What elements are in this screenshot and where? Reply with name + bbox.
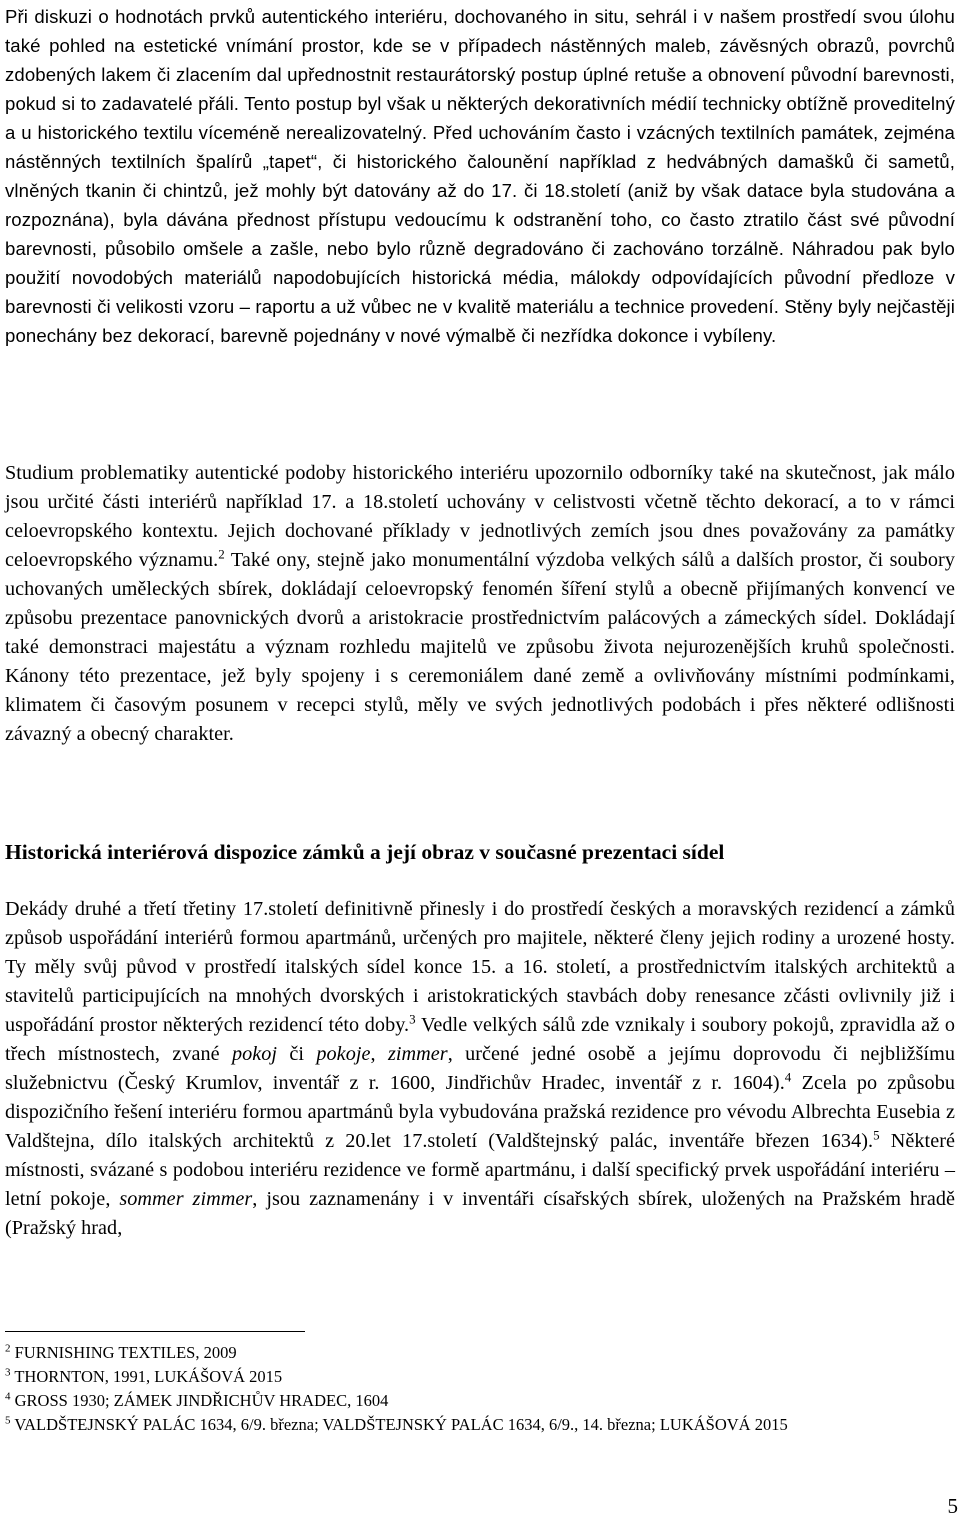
italic-term: pokoje xyxy=(316,1043,371,1065)
paragraph-text: , určené jedné osobě a jejímu doprovodu či nejbližšímu služebnictvu (Český Krumlov, inventář z r. 1600, Jindřichův Hradec, inventář z r. 1604). xyxy=(5,1043,955,1094)
footnote-ref-5[interactable]: 5 xyxy=(873,1127,880,1143)
footnote-separator xyxy=(5,1331,305,1332)
footnote-text: GROSS 1930; ZÁMEK JINDŘICHŮV HRADEC, 1604 xyxy=(10,1391,389,1410)
footnote-text: VALDŠTEJNSKÝ PALÁC 1634, 6/9. března; VALDŠTEJNSKÝ PALÁC 1634, 6/9., 14. března; LUKÁŠOVÁ 2015 xyxy=(10,1415,788,1434)
paragraph-text: Studium problematiky autentické podoby historického interiéru upozornilo odborníky také na skutečnost, jak málo jsou určité části interiérů například 17. a 18.století uchovány v celistvosti včetně těchto dekorací, a to v rámci celoevropského kontextu. Jejich dochované příklady v jednotlivých zemích jsou dnes považovány za památky celoevropského významu. xyxy=(5,462,955,571)
italic-term: pokoj xyxy=(231,1043,278,1065)
footnote-number: 3 xyxy=(5,1366,11,1379)
footnote-number: 4 xyxy=(5,1390,11,1403)
footnote-4 xyxy=(5,1389,955,1413)
footnote-text: FURNISHING TEXTILES, 2009 xyxy=(10,1343,237,1362)
footnote-ref-3[interactable]: 3 xyxy=(409,1011,416,1027)
paragraph-text: Zcela po způsobu dispozičního řešení interiéru formou apartmánů byla vybudována pražská rezidence pro vévodu Albrechta Eusebia z Valdštejna, dílo italských architektů z 20.let 17.století (Valdštejnský palác, inventáře březen 1634). xyxy=(5,1072,955,1152)
footnote-2 xyxy=(5,1341,955,1365)
paragraph-text: , xyxy=(370,1043,388,1065)
page-number: 5 xyxy=(947,1494,958,1518)
paragraph-apartment-layout xyxy=(5,895,955,1243)
paragraph-authentic-interior-study xyxy=(5,459,955,749)
footnote-text: THORNTON, 1991, LUKÁŠOVÁ 2015 xyxy=(10,1367,283,1386)
paragraph-text: Některé místnosti, svázané s podobou interiéru rezidence ve formě apartmánu, i další specifický prvek uspořádání interiéru – letní pokoje, xyxy=(5,1130,955,1210)
paragraph-text: či xyxy=(277,1043,317,1065)
italic-term: sommer zimmer xyxy=(119,1188,253,1210)
paragraph-text: , jsou zaznamenány i v inventáři císařských sbírek, uložených na Pražském hradě (Pražský hrad, xyxy=(5,1188,956,1239)
footnote-number: 5 xyxy=(5,1414,11,1427)
section-heading: Historická interiérová dispozice zámků a její obraz v současné prezentaci sídel xyxy=(5,840,725,864)
footnote-ref-2[interactable]: 2 xyxy=(218,546,225,562)
footnotes xyxy=(5,1341,955,1437)
italic-term: zimmer xyxy=(387,1043,448,1065)
paragraph-text: Vedle velkých sálů zde vznikaly i soubory pokojů, zpravidla až o třech místnostech, zvané xyxy=(5,1014,955,1065)
footnote-5 xyxy=(5,1413,955,1437)
footnote-number: 2 xyxy=(5,1342,11,1355)
paragraph-text: Také ony, stejně jako monumentální výzdoba velkých sálů a dalších prostor, či soubory uchovaných uměleckých sbírek, dokládají celoevropský fenomén šíření stylů a obecně přijímaných konvencí ve způsobu prezentace panovnických dvorů a aristokracie prostřednictvím palácových a zámeckých sídel. Dokládají také demonstraci majestátu a význam rozhledu majitelů ve způsobu života nejurozenějších kruhů společnosti. Kánony této prezentace, jež byly spojeny i s ceremoniálem dané země a ovlivňovány místními podmínkami, klimatem či časovým posunem v recepci stylů, měly ve svých jednotlivých podobách i přes některé odlišnosti závazný a obecný charakter. xyxy=(5,549,955,745)
paragraph-interior-values: Při diskuzi o hodnotách prvků autentického interiéru, dochovaného in situ, sehrál i v našem prostředí svou úlohu také pohled na estetické vnímání prostor, kde se v případech nástěnných maleb, závěsných obrazů, povrchů zdobených lakem či zlacením dal upřednostnit restaurátorský postup úplné retuše a obnovení původní barevnosti, pokud si to zadavatelé přáli. Tento postup byl však u některých dekorativních médií technicky obtížně proveditelný a u historického textilu víceméně nerealizovatelný. Před uchováním často i vzácných textilních památek, zejména nástěnných textilních špalírů „tapet“, či historického čalounění například z hedvábných damašků či sametů, vlněných tkanin či chintzů, jež mohly být datovány až do 17. či 18.století (aniž by však datace byla studována a rozpoznána), byla dávána přednost přístupu vedoucímu k odstranění toho, co často ztratilo část své původní barevnosti, působilo omšele a zašle, nebo bylo různě degradováno či zachováno torzálně. Náhradou pak bylo použití novodobých materiálů napodobujících historická média, málokdy odpovídajících původní předloze v barevnosti či velikosti vzoru – raportu a už vůbec ne v kvalitě materiálu a technice provedení. Stěny byly nejčastěji ponechány bez dekorací, barevně pojednány v nové výmalbě či nezřídka dokonce i vybíleny. xyxy=(5,6,955,346)
footnote-3 xyxy=(5,1365,955,1389)
paragraph-text: Dekády druhé a třetí třetiny 17.století definitivně přinesly i do prostředí českých a moravských rezidencí a zámků způsob uspořádání interiérů formou apartmánů, určených pro majitele, některé členy jejich rodiny a urozené hosty. Ty měly svůj původ v prostředí italských sídel konce 15. a 16. století, a prostřednictvím italských architektů a stavitelů participujících na mnohých dvorských i aristokratických stavbách doby renesance zčásti ovlivnily již i uspořádání prostor některých rezidencí této doby. xyxy=(5,898,955,1036)
footnote-ref-4[interactable]: 4 xyxy=(784,1069,792,1085)
